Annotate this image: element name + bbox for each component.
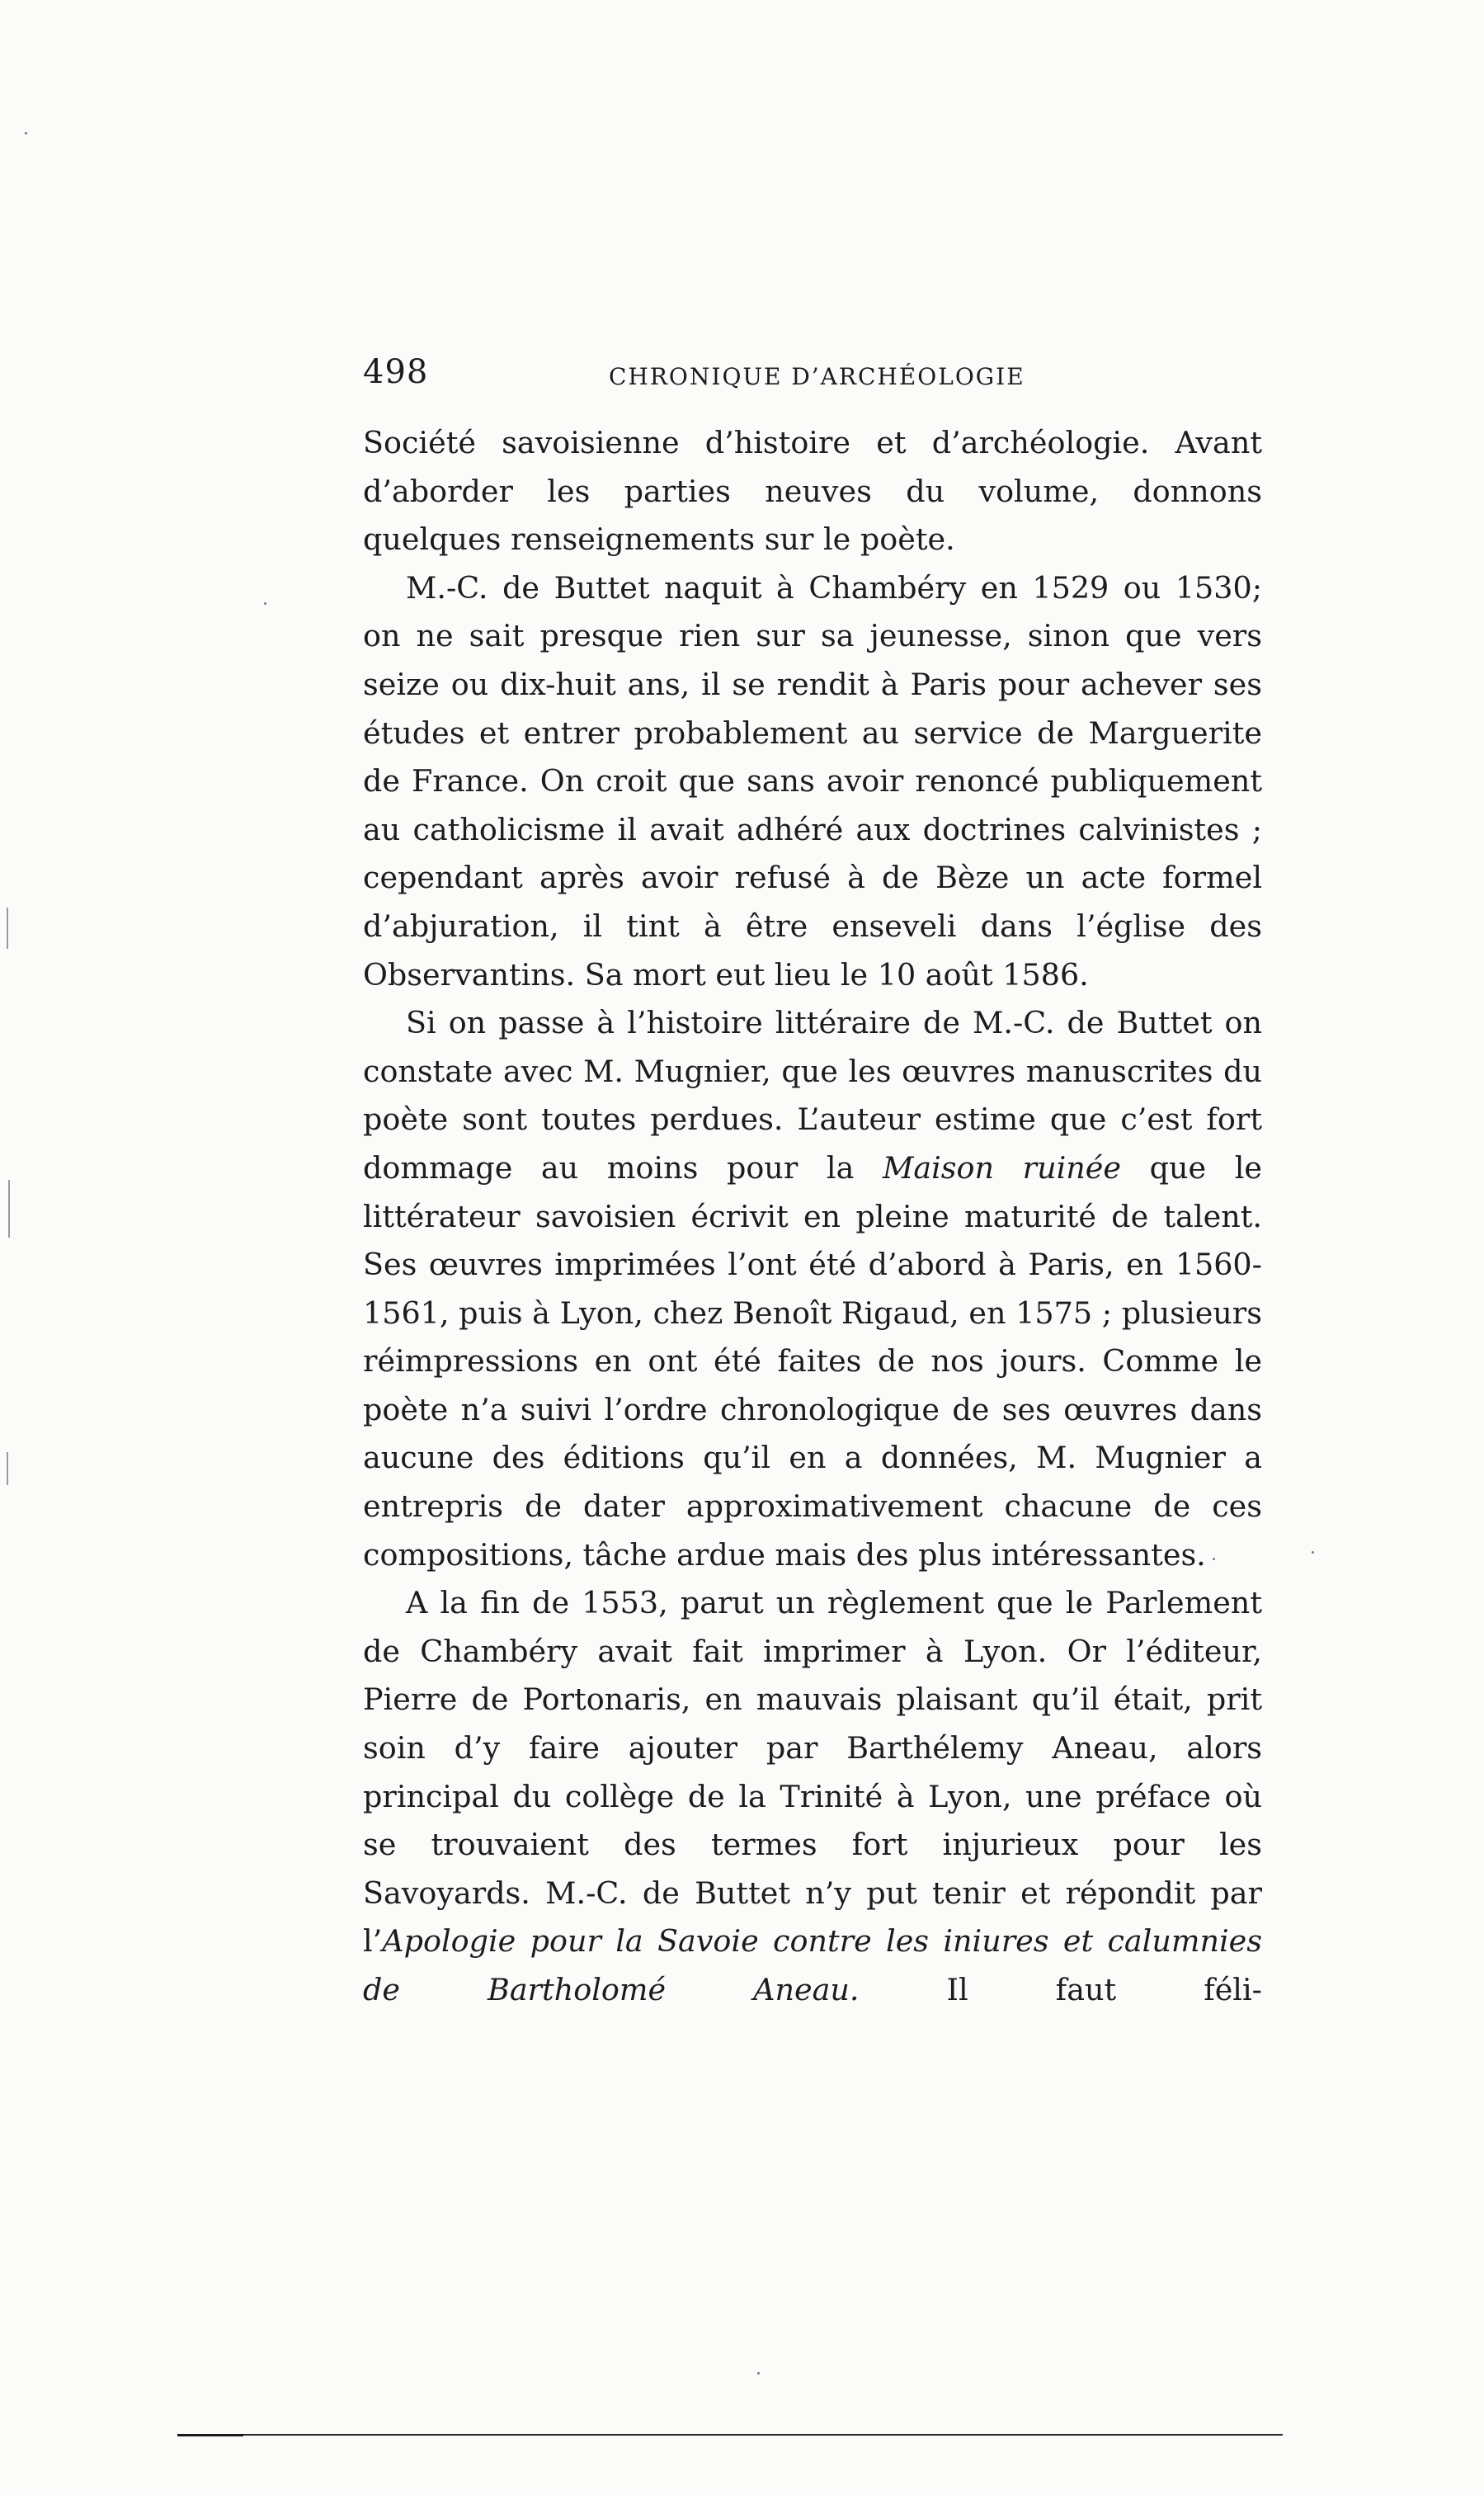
paragraph-3-italic-title: Maison ruinée — [882, 1149, 1121, 1186]
paragraph-apologie — [363, 1579, 1262, 2014]
paragraph-literary-history — [363, 999, 1262, 1579]
paragraph-4-text-b: Il faut féli- — [859, 1972, 1262, 2007]
paragraph-4-italic-title: Apologie pour la Savoie contre les iniures et calumnies de Bartholomé Aneau. — [363, 1923, 1262, 2007]
scan-edge-mark — [7, 908, 8, 949]
scan-speck — [757, 2372, 760, 2375]
running-head — [363, 353, 1303, 403]
paragraph-4-text-a: A la fin de 1553, parut un règlement que le Parlement de Chambéry avait fait imprimer à Lyon. Or l’éditeur, Pierre de Portonaris, en mauvais plaisant qu’il était, prit soin d’y faire ajouter par Barthélemy Aneau, alors principal du collège de la Trinité à Lyon, une préface où se trouvaient des termes fort injurieux pour les Savoyards. M.-C. de Buttet n’y put tenir et répondit par l’ — [363, 1585, 1262, 1960]
bottom-rule — [177, 2434, 1283, 2436]
bottom-rule-accent — [177, 2434, 243, 2436]
scan-speck — [25, 132, 27, 134]
paragraph-3-text-a: Si on passe à l’histoire littéraire de M.-C. de Buttet on constate avec M. Mugnier, que les œuvres manuscrites du poète sont toutes perdues. L’auteur estime que c’est fort dommage au moins pour la — [363, 1005, 1262, 1186]
scan-speck — [1312, 1551, 1314, 1554]
paragraph-continuation — [363, 419, 1262, 564]
running-title: CHRONIQUE D’ARCHÉOLOGIE — [609, 363, 1025, 390]
scan-edge-mark — [7, 1452, 8, 1485]
paragraph-2-text: M.-C. de Buttet naquit à Chambéry en 1529 ou 1530; on ne sait presque rien sur sa jeunesse, sinon que vers seize ou dix-huit ans, il se rendit à Paris pour achever ses études et entrer probablement au service de Marguerite de France. On croit que sans avoir renoncé publiquement au catholicisme il avait adhéré aux doctrines calvinistes ; cependant après avoir refusé à de Bèze un acte formel d’abjuration, il tint à être enseveli dans l’église des Observantins. Sa mort eut lieu le 10 août 1586. — [363, 569, 1262, 993]
scan-edge-mark — [8, 1180, 10, 1238]
paragraph-buttet-biography — [363, 564, 1262, 999]
paragraph-3-text-b: que le littérateur savoisien écrivit en pleine maturité de talent. Ses œuvres imprimées l’ont été d’abord à Paris, en 1560-1561, puis à Lyon, chez Benoît Rigaud, en 1575 ; plusieurs réimpressions en ont été faites de nos jours. Comme le poète n’a suivi l’ordre chronologique de ses œuvres dans aucune des éditions qu’il en a données, M. Mugnier a entrepris de dater approximativement chacune de ces compositions, tâche ardue mais des plus intéressantes. — [363, 1149, 1263, 1573]
paragraph-1-text: Société savoisienne d’histoire et d’archéologie. Avant d’aborder les parties neuves du volume, donnons quelques renseignements sur le poète. — [363, 425, 1262, 558]
scan-speck — [264, 602, 266, 605]
scan-speck — [1213, 1558, 1215, 1560]
page-number: 498 — [363, 353, 429, 391]
body-text — [363, 419, 1262, 2015]
